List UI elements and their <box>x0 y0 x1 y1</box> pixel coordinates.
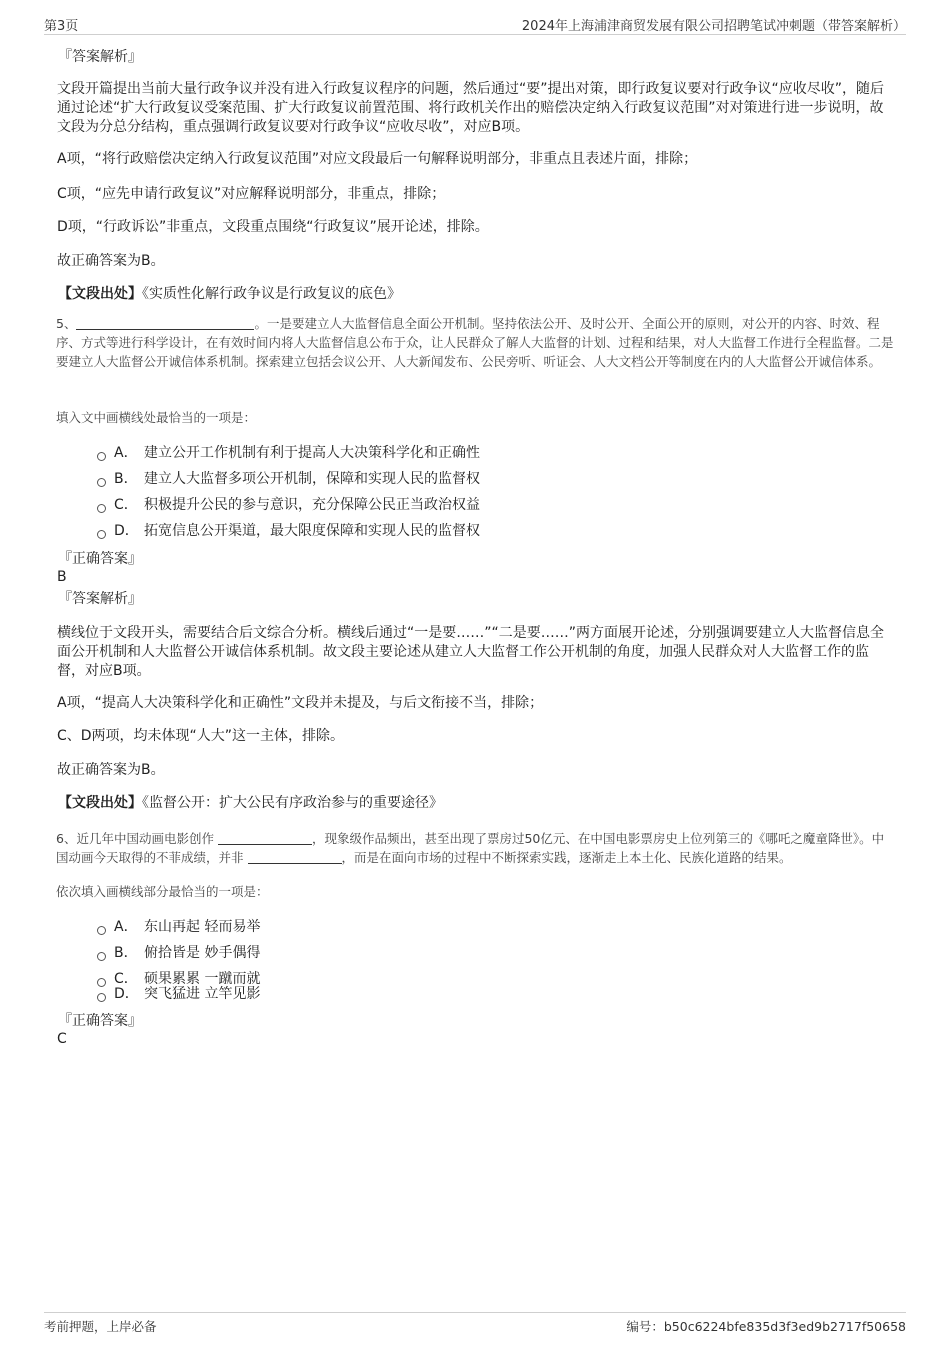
radio-icon[interactable] <box>97 926 106 935</box>
option-b[interactable]: B． 俯拾皆是 妙手偶得 <box>97 944 260 962</box>
option-b[interactable]: B． 建立人大监督多项公开机制，保障和实现人民的监督权 <box>97 470 480 488</box>
document-code: 编号：b50c6224bfe835d3f3ed9b2717f50658 <box>626 1319 906 1334</box>
analysis-conclusion: 故正确答案为B。 <box>57 762 165 778</box>
option-c[interactable]: C． 积极提升公民的参与意识，充分保障公民正当政治权益 <box>97 496 480 514</box>
option-a[interactable]: A． 东山再起 轻而易举 <box>97 918 260 936</box>
option-c[interactable]: C． 硕果累累 一蹴而就 <box>97 970 260 988</box>
analysis-text: 横线位于文段开头，需要结合后文综合分析。横线后通过“一是要……”“二是要……”两方面展开论述，分别强调要建立人大监督信息全面公开机制和人大监督公开诚信体系机制。故文段主要论述从建立人大监督工作公开机制的角度，加强人民群众对人大监督工作的监督，对应B项。 <box>57 625 885 679</box>
question-prompt: 依次填入画横线部分最恰当的一项是： <box>56 884 269 899</box>
answer-label: 『正确答案』 <box>58 1013 142 1029</box>
analysis-point-d: D项，“行政诉讼”非重点，文段重点围绕“行政复议”展开论述，排除。 <box>57 219 489 235</box>
page-footer <box>44 1312 906 1337</box>
question-number: 5、 <box>56 316 77 331</box>
question-number: 6、 <box>56 831 77 846</box>
analysis-label: 『答案解析』 <box>58 591 142 607</box>
source-label: 【文段出处】 <box>58 795 142 811</box>
fill-blank <box>76 315 254 330</box>
radio-icon[interactable] <box>97 952 106 961</box>
page-header <box>44 12 906 35</box>
source-label: 【文段出处】 <box>58 286 142 302</box>
answer-value: B <box>57 569 67 585</box>
page-number: 第3页 <box>44 19 79 34</box>
radio-icon[interactable] <box>97 504 106 513</box>
question-prompt: 填入文中画横线处最恰当的一项是： <box>56 410 257 425</box>
analysis-label: 『答案解析』 <box>58 49 142 65</box>
radio-icon[interactable] <box>97 993 106 1002</box>
option-a[interactable]: A． 建立公开工作机制有利于提高人大决策科学化和正确性 <box>97 444 480 462</box>
passage-source <box>58 285 401 304</box>
analysis-point-c: C项，“应先申请行政复议”对应解释说明部分，非重点，排除； <box>57 186 446 202</box>
footer-slogan: 考前押题，上岸必备 <box>44 1319 157 1334</box>
analysis-conclusion: 故正确答案为B。 <box>57 253 165 269</box>
analysis-text: 文段开篇提出当前大量行政争议并没有进入行政复议程序的问题，然后通过“要”提出对策，即行政复议要对行政争议“应收尽收”，随后通过论述“扩大行政复议受案范围、扩大行政复议前置范围、将行政机关作出的赔偿决定纳入行政复议范围”对对策进行进一步说明，故文段为分总分结构，重点强调行政复议要对行政争议“应收尽收”，对应B项。 <box>57 81 885 135</box>
question-stem <box>56 314 896 371</box>
radio-icon[interactable] <box>97 530 106 539</box>
fill-blank <box>248 849 342 864</box>
option-d[interactable]: D． 拓宽信息公开渠道，最大限度保障和实现人民的监督权 <box>97 522 480 540</box>
question-stem: 6、近几年中国动画电影创作 ，现象级作品频出，甚至出现了票房过50亿元、在中国电影票房史上位列第三的《哪吒之魔童降世》。中国动画今天取得的不菲成绩，并非 ，而是在面向市场的过程中不断探索实践，逐渐走上本土化、民族化道路的结果。 <box>56 831 885 865</box>
passage-source <box>58 794 443 813</box>
radio-icon[interactable] <box>97 452 106 461</box>
radio-icon[interactable] <box>97 478 106 487</box>
analysis-point-cd: C、D两项，均未体现“人大”这一主体，排除。 <box>57 728 345 744</box>
source-title: 《实质性化解行政争议是行政复议的底色》 <box>142 286 401 302</box>
document-title: 2024年上海浦津商贸发展有限公司招聘笔试冲刺题（带答案解析） <box>521 19 906 34</box>
answer-value: C <box>57 1031 67 1047</box>
question-text: 。一是要建立人大监督信息全面公开机制。坚持依法公开、及时公开、全面公开的原则，对公开的内容、时效、程序、方式等进行科学设计，在有效时间内将人大监督信息公布于众，让人民群众了解人大监督的计划、过程和结果，对人大监督工作进行全程监督。二是要建立人大监督公开诚信体系机制。探索建立包括会议公开、人大新闻发布、公民旁听、听证会、人大文档公开等制度在内的人大监督公开诚信体系。 <box>56 316 894 369</box>
option-d[interactable]: D． 突飞猛进 立竿见影 <box>97 985 260 1003</box>
fill-blank <box>218 830 312 845</box>
analysis-point-a: A项，“提高人大决策科学化和正确性”文段并未提及，与后文衔接不当，排除； <box>57 695 544 711</box>
analysis-point-a: A项，“将行政赔偿决定纳入行政复议范围”对应文段最后一句解释说明部分，非重点且表述片面，排除； <box>57 151 698 167</box>
source-title: 《监督公开：扩大公民有序政治参与的重要途径》 <box>142 795 443 811</box>
answer-label: 『正确答案』 <box>58 551 142 567</box>
